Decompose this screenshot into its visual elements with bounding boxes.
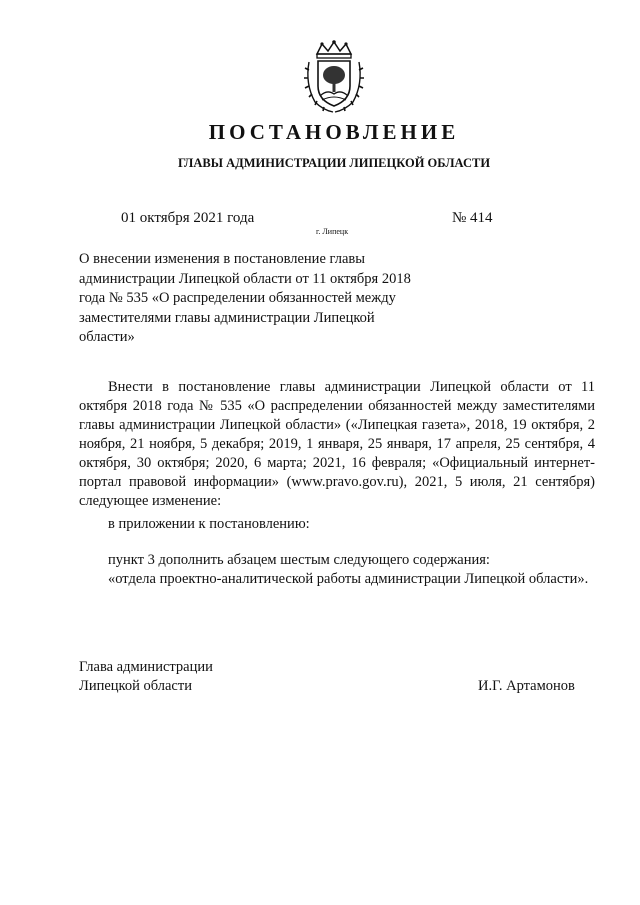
clause-paragraph (79, 551, 595, 570)
signatory-title-line: Липецкой области (79, 678, 192, 694)
document-date: 01 октября 2021 года (121, 210, 255, 226)
signatory-name: И.Г. Артамонов (478, 678, 575, 694)
subject-line: О внесении изменения в постановление главы (79, 251, 365, 267)
main-paragraph-text: Внести в постановление главы администрации Липецкой области от 11 октября 2018 года № 535 «О распределении обязанностей между заместителями главы администрации Липецкой области» («Липецкая газета», 2018, 19 октября, 2 ноября, 21 ноября, 5 декабря; 2019, 1 января, 25 января, 17 апреля, 25 сентября, 4 октября, 30 октября; 2020, 6 марта; 2021, 16 февраля; «Официальный интернет-портал правовой информации» (www.pravo.gov.ru), 2021, 5 июля, 21 сентября) следующее изменение: (79, 379, 595, 509)
subject-line: области» (79, 329, 135, 345)
document-subject (79, 250, 449, 348)
document-place: г. Липецк (316, 227, 349, 236)
document-number: № 414 (452, 210, 493, 226)
appendix-line: в приложении к постановлению: (108, 516, 310, 532)
clause-line: пункт 3 дополнить абзацем шестым следующего содержания: (108, 552, 490, 568)
subject-line: администрации Липецкой области от 11 октября 2018 (79, 270, 411, 287)
lipetsk-coat-of-arms-icon (303, 40, 365, 114)
signatory-title-line: Глава администрации (79, 659, 213, 675)
signatory-title (79, 658, 213, 696)
issuer-heading: ГЛАВЫ АДМИНИСТРАЦИИ ЛИПЕЦКОЙ ОБЛАСТИ (177, 156, 491, 170)
subject-line: года № 535 «О распределении обязанностей между (79, 290, 396, 306)
quote-paragraph (79, 570, 595, 589)
subject-line: заместителями главы администрации Липецкой (79, 309, 375, 326)
appendix-paragraph (79, 515, 595, 534)
main-paragraph (79, 378, 595, 511)
quote-text: «отдела проектно-аналитической работы администрации Липецкой области». (108, 571, 589, 587)
document-type-title: ПОСТАНОВЛЕНИЕ (208, 120, 460, 144)
